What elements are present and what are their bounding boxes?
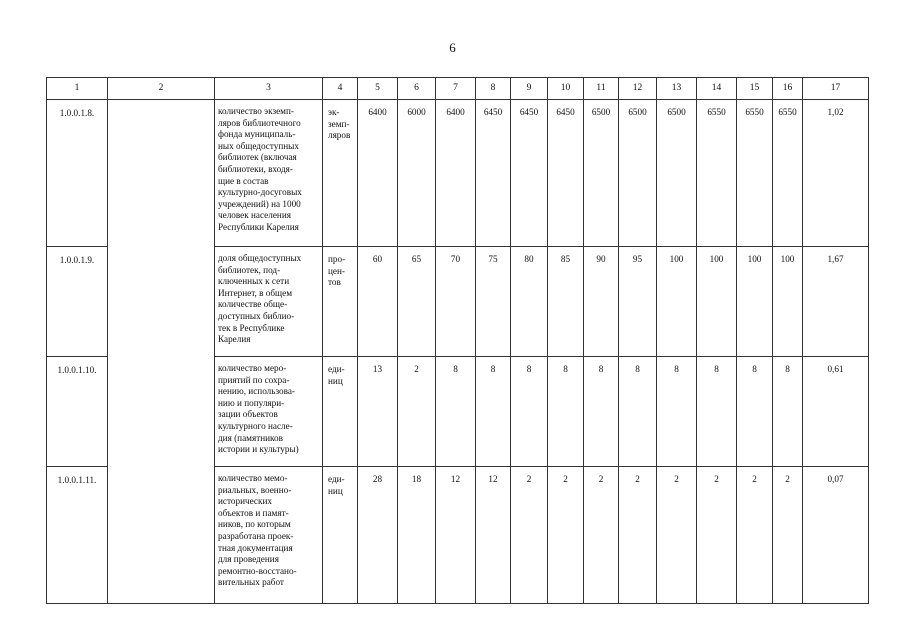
row-unit	[323, 467, 358, 604]
value-cell: 2	[657, 467, 697, 604]
merged-empty-cell	[108, 100, 215, 604]
ratio-cell: 0,61	[803, 357, 869, 467]
value-cell: 6450	[476, 100, 511, 247]
value-cell: 8	[657, 357, 697, 467]
column-header-9: 9	[511, 78, 548, 100]
row-description	[215, 357, 323, 467]
value-cell: 6000	[398, 100, 436, 247]
value-cell: 100	[737, 247, 773, 357]
value-cell: 8	[476, 357, 511, 467]
text-line: вительных работ	[218, 577, 284, 588]
text-line: тная документация	[218, 542, 293, 553]
value-cell: 8	[548, 357, 584, 467]
text-line: ключенных к сети	[218, 276, 290, 287]
column-header-1: 1	[47, 78, 108, 100]
text-line: количестве обще-	[218, 299, 288, 310]
column-header-14: 14	[697, 78, 737, 100]
row-code: 1.0.0.1.8.	[47, 100, 108, 247]
text-line: еди-	[328, 474, 345, 484]
row-unit	[323, 100, 358, 247]
text-line: дия (памятников	[218, 432, 283, 443]
value-cell: 8	[511, 357, 548, 467]
text-line: эк-	[328, 107, 340, 117]
ratio-cell: 1,02	[803, 100, 869, 247]
table-body	[47, 100, 869, 604]
column-header-7: 7	[436, 78, 476, 100]
row-code: 1.0.0.1.9.	[47, 247, 108, 357]
value-cell: 80	[511, 247, 548, 357]
text-line: щие в состав	[218, 175, 269, 186]
value-cell: 2	[584, 467, 619, 604]
indicator-table	[46, 77, 869, 604]
text-line: Карелия	[218, 334, 251, 345]
value-cell: 8	[773, 357, 803, 467]
value-cell: 8	[436, 357, 476, 467]
text-line: земп-	[328, 118, 350, 129]
ratio-cell: 1,67	[803, 247, 869, 357]
column-header-10: 10	[548, 78, 584, 100]
value-cell: 2	[548, 467, 584, 604]
text-line: Интернет, в общем	[218, 287, 293, 298]
text-line: фонда муниципаль-	[218, 129, 296, 140]
value-cell: 18	[398, 467, 436, 604]
row-description	[215, 100, 323, 247]
text-line: количество меро-	[218, 363, 287, 373]
text-line: ремонтно-восстано-	[218, 565, 297, 576]
value-cell: 85	[548, 247, 584, 357]
value-cell: 6550	[697, 100, 737, 247]
text-line: Республики Карелия	[218, 221, 299, 232]
column-header-4: 4	[323, 78, 358, 100]
text-line: культурного насле-	[218, 420, 293, 431]
header-row	[47, 78, 869, 100]
value-cell: 2	[737, 467, 773, 604]
text-line: культурно-досуговых	[218, 187, 302, 198]
text-line: зации объектов	[218, 409, 278, 420]
table-row	[47, 100, 869, 247]
column-header-8: 8	[476, 78, 511, 100]
text-line: ников, по которым	[218, 519, 291, 530]
text-line: тек в Республике	[218, 322, 285, 333]
column-header-13: 13	[657, 78, 697, 100]
text-line: доступных библио-	[218, 310, 295, 321]
text-line: разработана проек-	[218, 530, 294, 541]
value-cell: 100	[697, 247, 737, 357]
page-number: 6	[449, 40, 456, 55]
text-line: истории и культуры)	[218, 444, 299, 455]
text-line: ных общедоступных	[218, 140, 299, 151]
text-line: нению, использова-	[218, 386, 295, 397]
row-code: 1.0.0.1.11.	[47, 467, 108, 604]
row-code: 1.0.0.1.10.	[47, 357, 108, 467]
row-description	[215, 467, 323, 604]
text-line: нию и популяри-	[218, 397, 285, 408]
text-line: риальных, военно-	[218, 484, 292, 495]
text-line: учреждений) на 1000	[218, 198, 301, 209]
text-line: про-	[328, 254, 346, 264]
text-line: исторических	[218, 496, 272, 507]
column-header-12: 12	[619, 78, 657, 100]
text-line: библиотеки, входя-	[218, 163, 293, 174]
value-cell: 8	[619, 357, 657, 467]
text-line: цен-	[328, 265, 345, 276]
value-cell: 2	[511, 467, 548, 604]
value-cell: 2	[773, 467, 803, 604]
value-cell: 100	[657, 247, 697, 357]
column-header-6: 6	[398, 78, 436, 100]
value-cell: 6550	[737, 100, 773, 247]
value-cell: 12	[436, 467, 476, 604]
value-cell: 6500	[657, 100, 697, 247]
row-description	[215, 247, 323, 357]
value-cell: 28	[358, 467, 398, 604]
text-line: доля общедоступных	[218, 253, 302, 263]
text-line: ниц	[328, 375, 343, 386]
text-line: еди-	[328, 364, 345, 374]
text-line: количество экземп-	[218, 106, 294, 116]
row-unit	[323, 357, 358, 467]
row-unit	[323, 247, 358, 357]
text-line: ниц	[328, 485, 343, 496]
text-line: ляров библиотечного	[218, 117, 301, 128]
value-cell: 95	[619, 247, 657, 357]
value-cell: 13	[358, 357, 398, 467]
column-header-16: 16	[773, 78, 803, 100]
value-cell: 6500	[584, 100, 619, 247]
value-cell: 8	[697, 357, 737, 467]
value-cell: 65	[398, 247, 436, 357]
value-cell: 2	[398, 357, 436, 467]
ratio-cell: 0,07	[803, 467, 869, 604]
value-cell: 6450	[511, 100, 548, 247]
column-header-11: 11	[584, 78, 619, 100]
value-cell: 6400	[436, 100, 476, 247]
value-cell: 2	[619, 467, 657, 604]
text-line: библиотек, под-	[218, 264, 281, 275]
column-header-15: 15	[737, 78, 773, 100]
column-header-17: 17	[803, 78, 869, 100]
value-cell: 6450	[548, 100, 584, 247]
column-header-2: 2	[108, 78, 215, 100]
value-cell: 6400	[358, 100, 398, 247]
text-line: ляров	[328, 130, 351, 141]
text-line: объектов и памят-	[218, 507, 289, 518]
column-header-5: 5	[358, 78, 398, 100]
text-line: для проведения	[218, 554, 279, 565]
text-line: тов	[328, 277, 341, 288]
text-line: приятий по сохра-	[218, 374, 290, 385]
value-cell: 75	[476, 247, 511, 357]
column-header-3: 3	[215, 78, 323, 100]
text-line: человек населения	[218, 210, 291, 221]
text-line: библиотек (включая	[218, 152, 297, 163]
value-cell: 6500	[619, 100, 657, 247]
value-cell: 2	[697, 467, 737, 604]
value-cell: 12	[476, 467, 511, 604]
value-cell: 60	[358, 247, 398, 357]
value-cell: 8	[584, 357, 619, 467]
text-line: количество мемо-	[218, 473, 288, 483]
value-cell: 70	[436, 247, 476, 357]
value-cell: 90	[584, 247, 619, 357]
value-cell: 6550	[773, 100, 803, 247]
value-cell: 8	[737, 357, 773, 467]
value-cell: 100	[773, 247, 803, 357]
